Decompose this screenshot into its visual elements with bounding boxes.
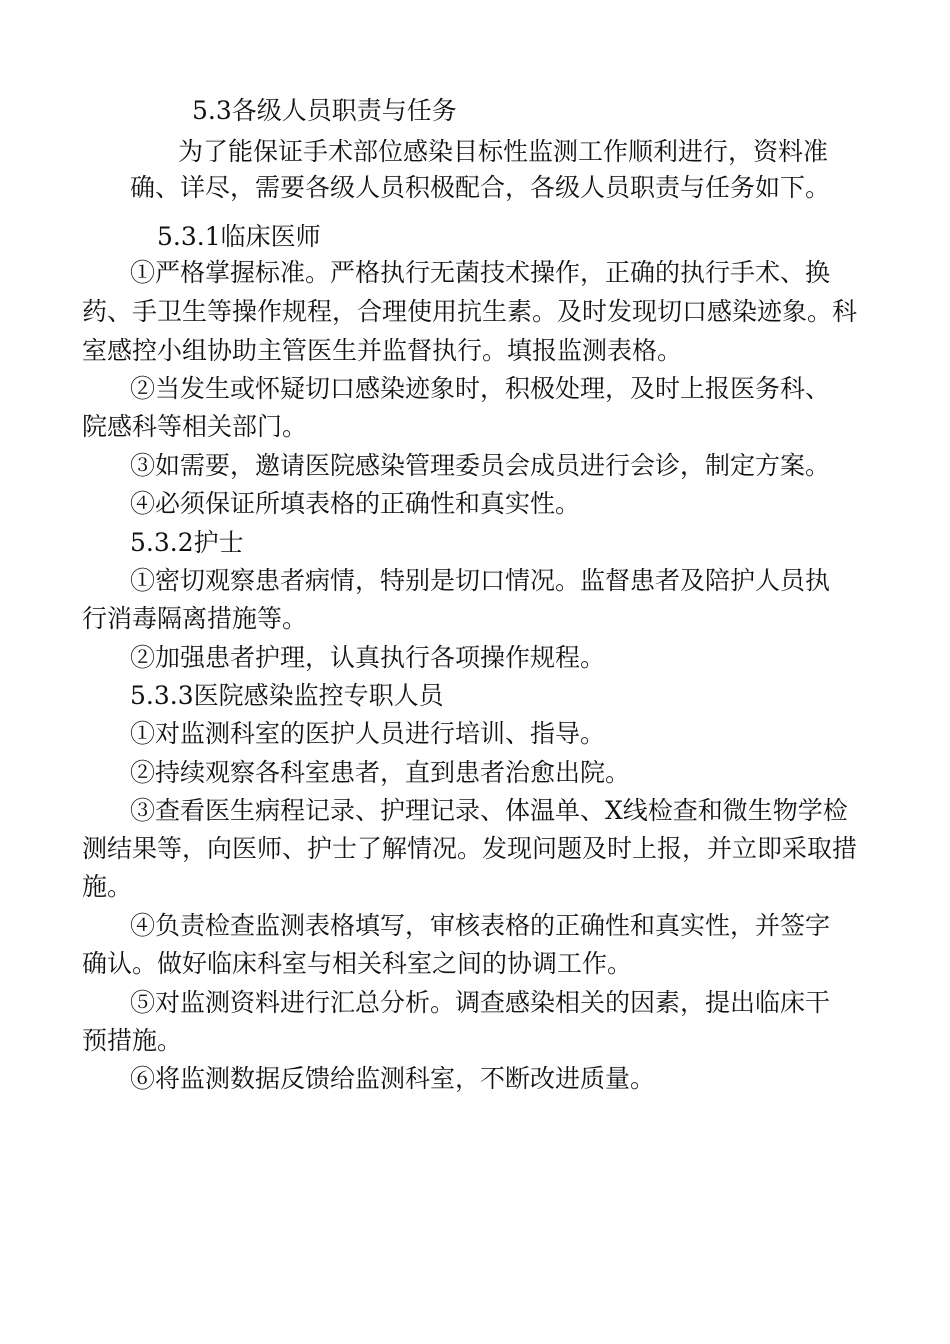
nurse-item-1-line-2: 行消毒隔离措施等。 <box>82 604 308 633</box>
nurse-item-1-line-1: ①密切观察患者病情，特别是切口情况。监督患者及陪护人员执 <box>130 566 831 595</box>
monitor-item-1: ①对监测科室的医护人员进行培训、指导。 <box>130 719 606 748</box>
section-heading-5-3: 5.3各级人员职责与任务 <box>192 96 457 125</box>
monitor-item-3-line-1: ③查看医生病程记录、护理记录、体温单、X线检查和微生物学检 <box>130 796 848 825</box>
nurse-item-2: ②加强患者护理，认真执行各项操作规程。 <box>130 643 606 672</box>
clinician-item-3: ③如需要，邀请医院感染管理委员会成员进行会诊，制定方案。 <box>130 451 831 480</box>
clinician-item-2-line-1: ②当发生或怀疑切口感染迹象时，积极处理，及时上报医务科、 <box>130 374 831 403</box>
monitor-item-3-line-2: 测结果等，向医师、护士了解情况。发现问题及时上报，并立即采取措 <box>82 834 858 863</box>
monitor-item-3-line-3: 施。 <box>82 872 133 901</box>
monitor-item-4-line-2: 确认。做好临床科室与相关科室之间的协调工作。 <box>82 949 633 978</box>
clinician-item-1-line-1: ①严格掌握标准。严格执行无菌技术操作，正确的执行手术、换 <box>130 258 831 287</box>
clinician-item-2-line-2: 院感科等相关部门。 <box>82 412 308 441</box>
clinician-item-1-line-3: 室感控小组协助主管医生并监督执行。填报监测表格。 <box>82 336 683 365</box>
subheading-5-3-2: 5.3.2护士 <box>130 528 244 557</box>
monitor-item-5-line-2: 预措施。 <box>82 1026 183 1055</box>
monitor-item-4-line-1: ④负责检查监测表格填写，审核表格的正确性和真实性，并签字 <box>130 911 831 940</box>
clinician-item-4: ④必须保证所填表格的正确性和真实性。 <box>130 489 581 518</box>
intro-paragraph-line-2: 确、详尽，需要各级人员积极配合，各级人员职责与任务如下。 <box>130 173 831 202</box>
subheading-5-3-3: 5.3.3医院感染监控专职人员 <box>130 681 444 710</box>
monitor-item-2: ②持续观察各科室患者，直到患者治愈出院。 <box>130 758 631 787</box>
monitor-item-5-line-1: ⑤对监测资料进行汇总分析。调查感染相关的因素，提出临床干 <box>130 988 831 1017</box>
clinician-item-1-line-2: 药、手卫生等操作规程，合理使用抗生素。及时发现切口感染迹象。科 <box>82 297 858 326</box>
monitor-item-6: ⑥将监测数据反馈给监测科室，不断改进质量。 <box>130 1064 656 1093</box>
intro-paragraph-line-1: 为了能保证手术部位感染目标性监测工作顺利进行，资料准 <box>178 137 829 166</box>
subheading-5-3-1: 5.3.1临床医师 <box>157 222 321 251</box>
